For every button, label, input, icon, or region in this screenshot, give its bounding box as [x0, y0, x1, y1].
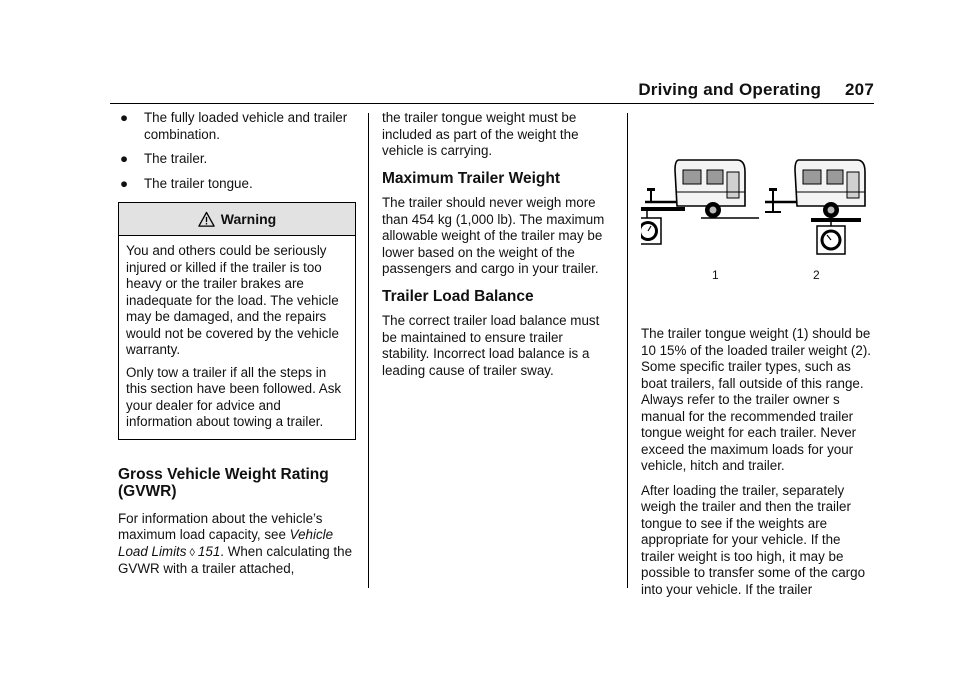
bullet-item — [118, 176, 354, 193]
vehicle-load-limits-link[interactable]: Vehicle Load Limits — [118, 527, 334, 559]
gvwr-paragraph — [118, 511, 354, 578]
trailer-illustration — [641, 150, 873, 270]
trailer-weight-illustration — [641, 150, 873, 290]
gvwr-text: . When calculating the GVWR with a trailer attached, — [118, 543, 353, 576]
warning-icon — [198, 211, 215, 228]
warning-box — [118, 202, 356, 440]
header-rule — [110, 103, 874, 104]
figure-label-1: 1 — [712, 268, 719, 282]
warning-title: Warning — [220, 211, 277, 227]
trailer-load-balance-heading: Trailer Load Balance — [382, 287, 534, 305]
column-1 — [118, 110, 354, 578]
column-2 — [382, 110, 612, 387]
page-header — [638, 80, 874, 100]
bullet-icon: ● — [120, 151, 129, 166]
column-divider — [368, 113, 369, 588]
page-ref-icon: ◊ — [189, 546, 195, 559]
trailer-load-balance-text: The correct trailer load balance must be maintained to ensure trailer stability. Incorrect load balance is a leading cause of trailer sway. — [382, 313, 600, 378]
continuation-text: the trailer tongue weight must be included as part of the weight the vehicle is carrying. — [382, 110, 579, 158]
trailer-2-graphic — [765, 160, 865, 254]
warning-body — [119, 236, 355, 439]
section-title: Driving and Operating — [638, 80, 822, 99]
warning-paragraph: Only tow a trailer if all the steps in this section have been followed. Ask your dealer for advice and information about towing a trailer. — [126, 364, 342, 429]
page-ref-number[interactable]: 151 — [197, 543, 221, 559]
bullet-text: The trailer. — [144, 151, 208, 166]
warning-header — [119, 203, 355, 236]
max-trailer-weight-heading: Maximum Trailer Weight — [382, 169, 561, 187]
column-divider — [627, 113, 628, 588]
max-trailer-weight-text: The trailer should never weigh more than 454 kg (1,000 lb). The maximum allowable weight of the trailer may be lower based on the weight of the passengers and cargo in your trailer. — [382, 195, 605, 276]
bullet-item — [118, 110, 354, 143]
bullet-icon: ● — [120, 175, 129, 191]
bullet-text: The trailer tongue. — [144, 175, 253, 191]
column-3 — [641, 110, 873, 606]
loading-paragraph: After loading the trailer, separately weigh the trailer and then the trailer tongue to see if the weights are appropriate for your vehicle. If the trailer weight is too high, it may be possible to transfer some of the cargo into your vehicle. If the trailer — [641, 482, 866, 597]
figure-label-2: 2 — [813, 268, 820, 282]
bullet-icon: ● — [120, 110, 129, 125]
page-number: 207 — [845, 80, 874, 99]
bullet-text: The fully loaded vehicle and trailer combination. — [144, 110, 348, 142]
warning-paragraph: You and others could be seriously injured or killed if the trailer is too heavy or the trailer brakes are inadequate for the load. The vehicle may be damaged, and the repairs would not be covered by the vehicle warranty. — [126, 243, 339, 357]
gvwr-text: For information about the vehicle’s maximum load capacity, see — [118, 510, 323, 542]
gvwr-heading: Gross Vehicle Weight Rating (GVWR) — [118, 465, 329, 500]
trailer-1-graphic — [641, 160, 759, 244]
bullet-item — [118, 151, 354, 168]
tongue-weight-paragraph: The trailer tongue weight (1) should be 10 15% of the loaded trailer weight (2). Some specific trailer types, such as boat trailers, fall outside of this range. Always refer to the trailer owner s manual for the recommended trailer tongue weight for each trailer. Never exceed the maximum loads for your vehicle, hitch and trailer. — [641, 326, 872, 473]
